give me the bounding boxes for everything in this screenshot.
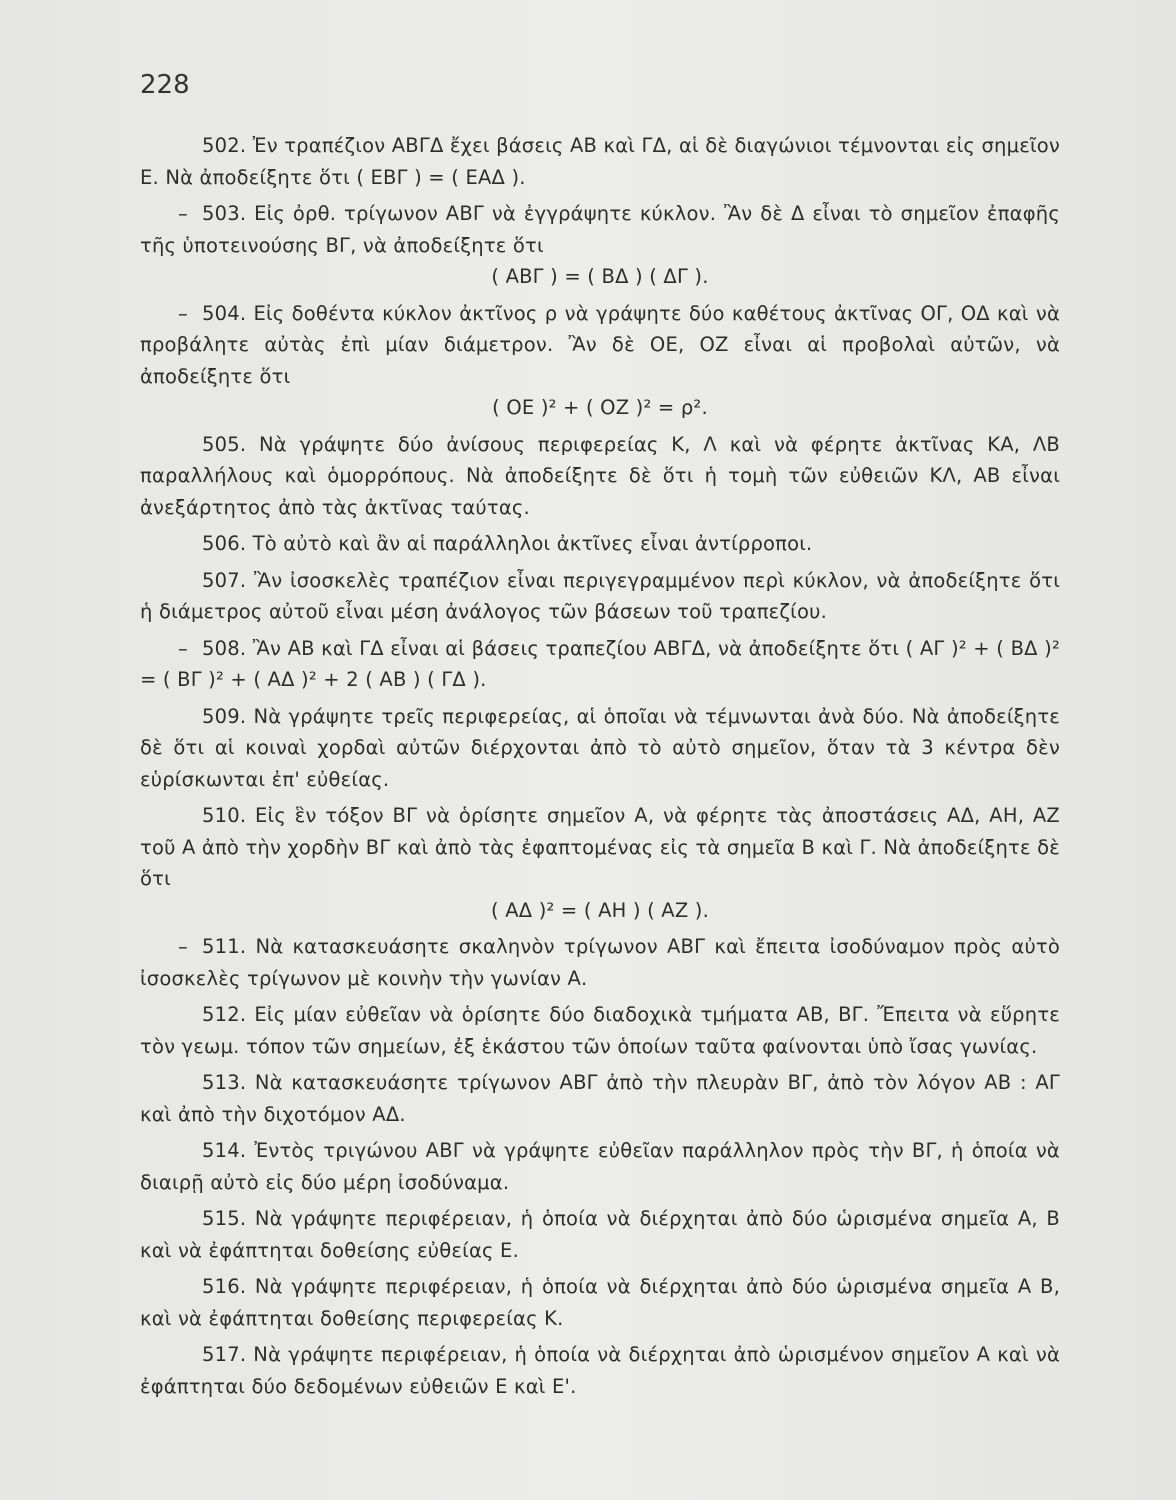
problem-number: 517.: [202, 1343, 247, 1366]
problem-516: [140, 1271, 1060, 1334]
problem-text: Ἐντὸς τριγώνου ΑΒΓ νὰ γράψητε εὐθεῖαν παράλληλον πρὸς τὴν ΒΓ, ἡ ὁποία νὰ διαιρῇ αὐτὸ εἰς δύο μέρη ἰσοδύναμα.: [140, 1139, 1060, 1194]
problem-502: [140, 130, 1060, 193]
margin-mark: –: [178, 301, 188, 325]
problem-text: Νὰ γράψητε περιφέρειαν, ἡ ὁποία νὰ διέρχηται ἀπὸ δύο ὡρισμένα σημεῖα Α Β, καὶ νὰ ἐφάπτηται δοθείσης περιφερείας Κ.: [140, 1275, 1060, 1330]
problem-number: 514.: [202, 1139, 247, 1162]
problem-506: [140, 528, 1060, 560]
problem-513: [140, 1067, 1060, 1130]
problem-number: 516.: [202, 1275, 247, 1298]
problem-503: [140, 198, 1060, 293]
problem-number: 509.: [202, 704, 247, 728]
problem-512: [140, 999, 1060, 1062]
problem-number: 513.: [202, 1071, 247, 1094]
problem-text: Εἰς δοθέντα κύκλον ἀκτῖνος ρ νὰ γράψητε δύο καθέτους ἀκτῖνας ΟΓ, ΟΔ καὶ νὰ προβάλητε αὐτὰς ἐπὶ μίαν διάμετρον. Ἂν δὲ ΟΕ, ΟΖ εἶναι αἱ προβολαὶ αὐτῶν, νὰ ἀποδείξητε ὅτι: [140, 301, 1060, 388]
problem-text: Εἰς ἓν τόξον ΒΓ νὰ ὁρίσητε σημεῖον Α, νὰ φέρητε τὰς ἀποστάσεις ΑΔ, ΑΗ, ΑΖ τοῦ Α ἀπὸ τὴν χορδὴν ΒΓ καὶ ἀπὸ τὰς ἐφαπτομένας εἰς τὰ σημεῖα Β καὶ Γ. Νὰ ἀποδείξητε δὲ ὅτι: [140, 804, 1060, 890]
problem-number: 511.: [202, 935, 247, 958]
problem-number: 502.: [202, 134, 247, 157]
problem-text: Εἰς μίαν εὐθεῖαν νὰ ὁρίσητε δύο διαδοχικὰ τμήματα ΑΒ, ΒΓ. Ἔπειτα νὰ εὕρητε τὸν γεωμ. τόπον τῶν σημείων, ἐξ ἑκάστου τῶν ὁποίων ταῦτα φαίνονται ὑπὸ ἴσας γωνίας.: [140, 1003, 1060, 1058]
problem-515: [140, 1203, 1060, 1266]
problem-text: Νὰ κατασκευάσητε σκαληνὸν τρίγωνον ΑΒΓ καὶ ἔπειτα ἰσοδύναμον πρὸς αὐτὸ ἰσοσκελὲς τρίγωνον μὲ κοινὴν τὴν γωνίαν Α.: [140, 935, 1060, 990]
problem-number: 508.: [202, 636, 247, 660]
problem-509: [140, 701, 1060, 796]
problem-510: [140, 800, 1060, 926]
margin-mark: –: [178, 636, 188, 660]
problem-text: Τὸ αὐτὸ καὶ ἂν αἱ παράλληλοι ἀκτῖνες εἶναι ἀντίρροποι.: [252, 532, 813, 555]
margin-mark: –: [178, 202, 188, 225]
problem-text: Ἂν ΑΒ καὶ ΓΔ εἶναι αἱ βάσεις τραπεζίου ΑΒΓΔ, νὰ ἀποδείξητε ὅτι ( ΑΓ )² + ( ΒΔ )² = ( ΒΓ )² + ( ΑΔ )² + 2 ( ΑΒ ) ( ΓΔ ).: [140, 636, 1060, 691]
problem-number: 505.: [202, 432, 247, 456]
problem-text: Νὰ γράψητε περιφέρειαν, ἡ ὁποία νὰ διέρχηται ἀπὸ ὡρισμένον σημεῖον Α καὶ νὰ ἐφάπτηται δύο δεδομένων εὐθειῶν Ε καὶ Ε'.: [140, 1343, 1060, 1398]
problem-number: 504.: [202, 301, 247, 325]
problem-507: [140, 565, 1060, 628]
problem-number: 512.: [202, 1003, 247, 1026]
problem-number: 515.: [202, 1207, 247, 1230]
problem-514: [140, 1135, 1060, 1198]
problem-text: Εἰς ὀρθ. τρίγωνον ΑΒΓ νὰ ἐγγράψητε κύκλον. Ἂν δὲ Δ εἶναι τὸ σημεῖον ἐπαφῆς τῆς ὑποτεινούσης ΒΓ, νὰ ἀποδείξητε ὅτι: [140, 202, 1060, 257]
problem-number: 506.: [202, 532, 247, 555]
problem-517: [140, 1339, 1060, 1402]
margin-mark: –: [178, 935, 188, 958]
problem-formula: ( ΑΒΓ ) = ( ΒΔ ) ( ΔΓ ).: [491, 265, 709, 288]
problem-text: Ἐν τραπέζιον ΑΒΓΔ ἔχει βάσεις ΑΒ καὶ ΓΔ, αἱ δὲ διαγώνιοι τέμνονται εἰς σημεῖον Ε. Νὰ ἀποδείξητε ὅτι ( ΕΒΓ ) = ( ΕΑΔ ).: [140, 134, 1060, 189]
problem-text: Νὰ γράψητε δύο ἀνίσους περιφερείας Κ, Λ καὶ νὰ φέρητε ἀκτῖνας ΚΑ, ΛΒ παραλλήλους καὶ ὁμορρόπους. Νὰ ἀποδείξητε δὲ ὅτι ἡ τομὴ τῶν εὐθειῶν ΚΛ, ΑΒ εἶναι ἀνεξάρτητος ἀπὸ τὰς ἀκτῖνας ταύτας.: [140, 432, 1060, 519]
problem-text: Νὰ κατασκευάσητε τρίγωνον ΑΒΓ ἀπὸ τὴν πλευρὰν ΒΓ, ἀπὸ τὸν λόγον ΑΒ : ΑΓ καὶ ἀπὸ τὴν διχοτόμον ΑΔ.: [140, 1071, 1060, 1126]
problem-text: Νὰ γράψητε τρεῖς περιφερείας, αἱ ὁποῖαι νὰ τέμνωνται ἀνὰ δύο. Νὰ ἀποδείξητε δὲ ὅτι αἱ κοιναὶ χορδαὶ αὐτῶν διέρχονται ἀπὸ τὸ αὐτὸ σημεῖον, ὅταν τὰ 3 κέντρα δὲν εὑρίσκωνται ἐπ' εὐθείας.: [140, 704, 1060, 791]
problem-505: [140, 429, 1060, 524]
problem-511: [140, 931, 1060, 994]
problem-504: [140, 298, 1060, 424]
problem-number: 503.: [202, 202, 247, 225]
problem-text: Ἂν ἰσοσκελὲς τραπέζιον εἶναι περιγεγραμμένον περὶ κύκλον, νὰ ἀποδείξητε ὅτι ἡ διάμετρος αὐτοῦ εἶναι μέση ἀνάλογος τῶν βάσεων τοῦ τραπεζίου.: [140, 568, 1060, 623]
problem-formula: ( ΑΔ )² = ( ΑΗ ) ( ΑΖ ).: [491, 898, 709, 922]
problem-number: 507.: [202, 568, 247, 592]
problem-list: [140, 130, 1060, 1407]
problem-text: Νὰ γράψητε περιφέρειαν, ἡ ὁποία νὰ διέρχηται ἀπὸ δύο ὡρισμένα σημεῖα Α, Β καὶ νὰ ἐφάπτηται δοθείσης εὐθείας Ε.: [140, 1207, 1060, 1262]
page-number: 228: [140, 70, 190, 100]
problem-formula: ( ΟΕ )² + ( ΟΖ )² = ρ².: [492, 396, 708, 419]
problem-number: 510.: [202, 804, 247, 827]
problem-508: [140, 633, 1060, 696]
